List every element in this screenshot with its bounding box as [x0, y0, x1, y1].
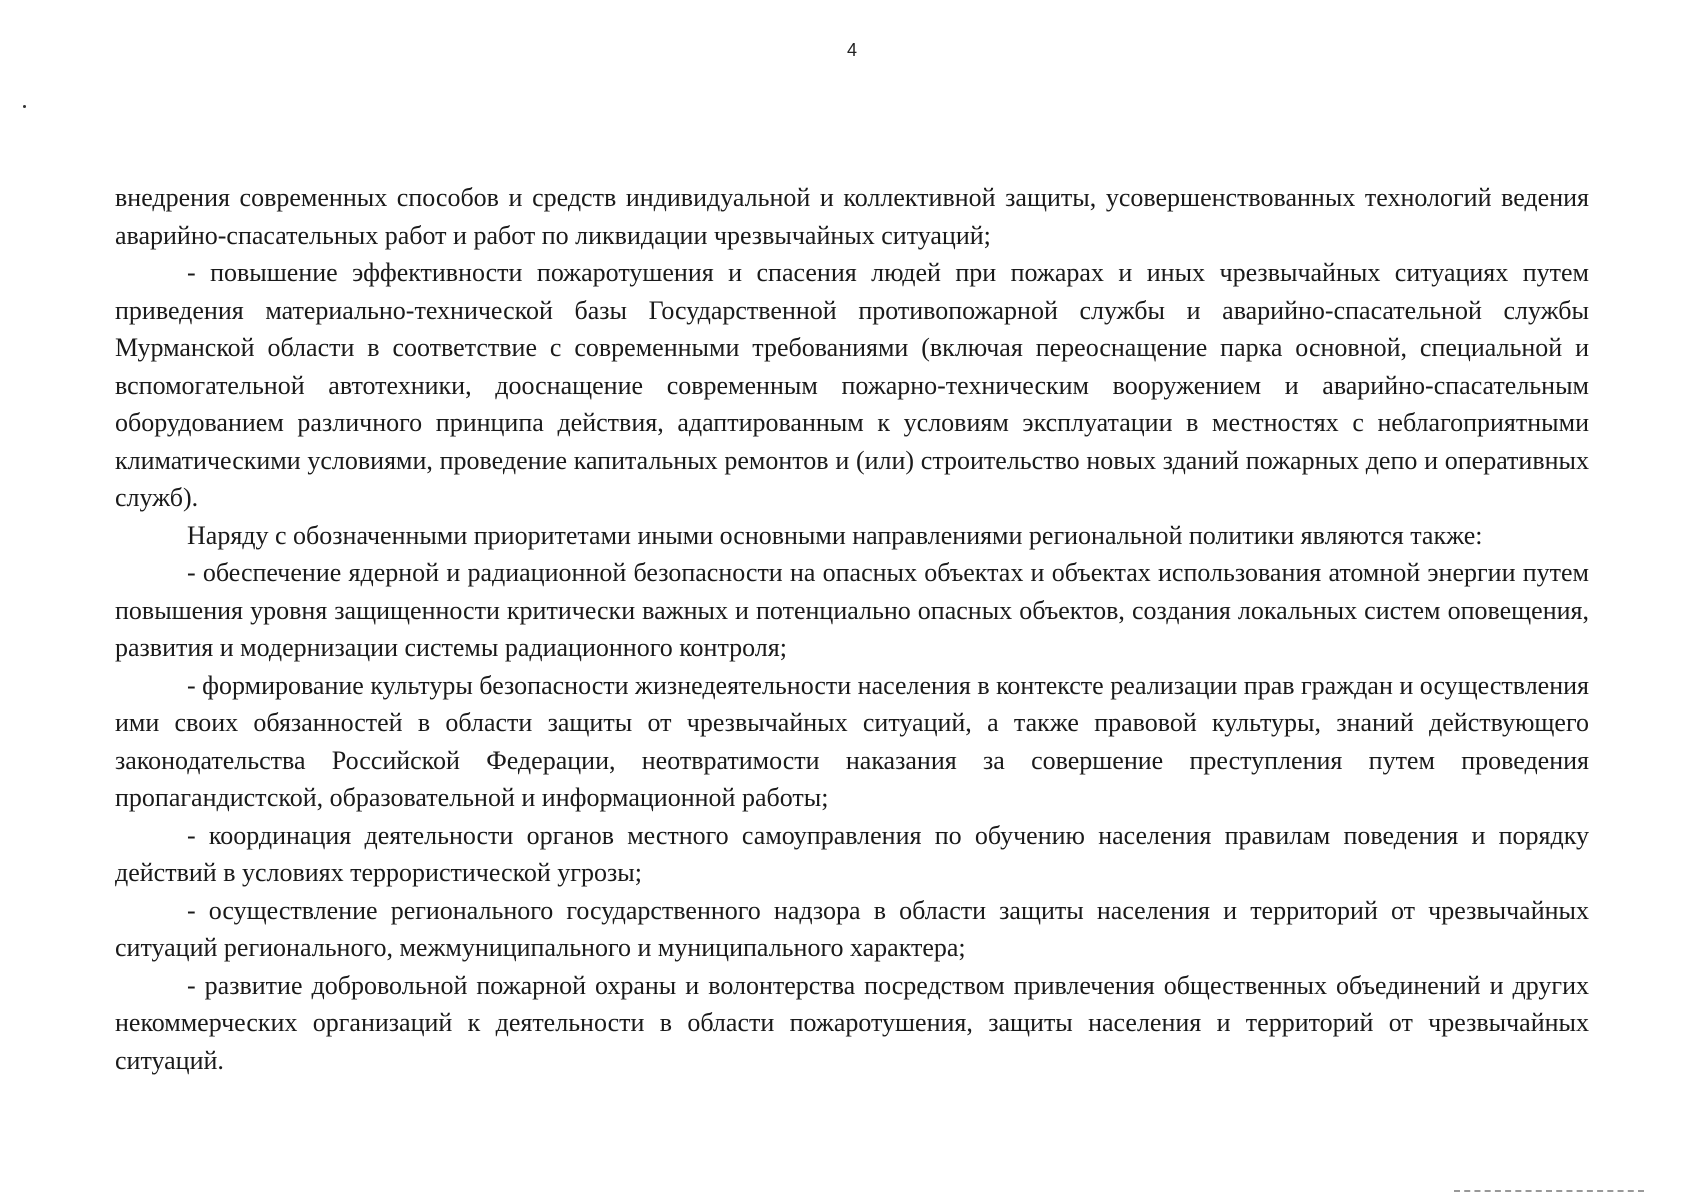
scan-edge-mark	[1454, 1190, 1644, 1192]
paragraph-local-coordination: - координация деятельности органов местного самоуправления по обучению населения правилам поведения и порядку действий в условиях террористической угрозы;	[115, 820, 1589, 887]
paragraph-nuclear-safety: - обеспечение ядерной и радиационной безопасности на опасных объектах и объектах использования атомной энергии путем повышения уровня защищенности критически важных и потенциально опасных объектов, создания локальных систем оповещения, развития и модернизации системы радиационного контроля;	[115, 558, 1589, 662]
paragraph-other-directions: Наряду с обозначенными приоритетами иными основными направлениями региональной политики являются также:	[187, 520, 1483, 550]
paragraph-state-supervision: - осуществление регионального государственного надзора в области защиты населения и территорий от чрезвычайных ситуаций регионального, межмуниципального и муниципального характера;	[115, 895, 1589, 962]
scan-speck	[23, 105, 26, 108]
document-body	[115, 179, 1589, 1079]
page-number: 4	[846, 40, 857, 60]
paragraph-volunteer-fire-protection: - развитие добровольной пожарной охраны и волонтерства посредством привлечения общественных объединений и других некоммерческих организаций к деятельности в области пожаротушения, защиты населения и территорий от чрезвычайных ситуаций.	[115, 970, 1589, 1075]
paragraph-firefighting-efficiency: - повышение эффективности пожаротушения и спасения людей при пожарах и иных чрезвычайных ситуациях путем приведения материально-технической базы Государственной противопожарной службы и аварийно-спасательной службы Мурманской области в соответствие с современными требованиями (включая переоснащение парка основной, специальной и вспомогательной автотехники, дооснащение современным пожарно-техническим вооружением и аварийно-спасательным оборудованием различного принципа действия, адаптированным к условиям эксплуатации в местностях с неблагоприятными климатическими условиями, проведение капитальных ремонтов и (или) строительство новых зданий пожарных депо и оперативных служб).	[115, 258, 1589, 512]
paragraph-safety-culture: - формирование культуры безопасности жизнедеятельности населения в контексте реализации прав граждан и осуществления ими своих обязанностей в области защиты от чрезвычайных ситуаций, а также правовой культуры, знаний действующего законодательства Российской Федерации, неотвратимости наказания за совершение преступления путем проведения пропагандистской, образовательной и информационной работы;	[115, 670, 1589, 812]
paragraph-continuation: внедрения современных способов и средств индивидуальной и коллективной защиты, усовершенствованных технологий ведения аварийно-спасательных работ и работ по ликвидации чрезвычайных ситуаций;	[115, 183, 1589, 250]
